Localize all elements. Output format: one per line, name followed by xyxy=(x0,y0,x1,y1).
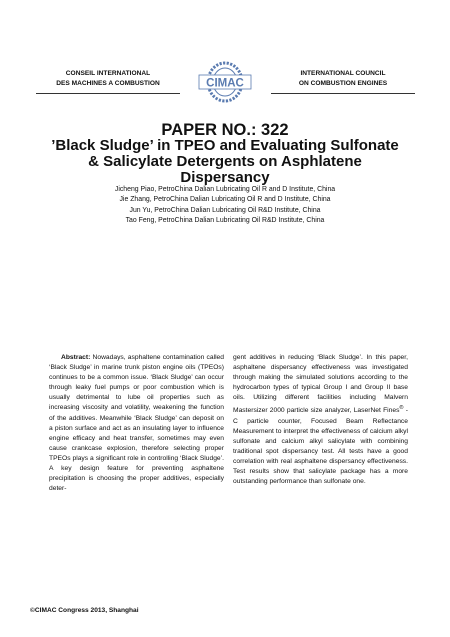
right-header-rule xyxy=(271,93,415,94)
title-line-3: Dispersancy xyxy=(180,169,270,186)
paper-title xyxy=(40,138,410,186)
title-line-1: ’Black Sludge’ in TPEO and Evaluating Sulfonate xyxy=(51,137,399,154)
left-header-rule xyxy=(36,93,180,94)
footer-copyright: ©CIMAC Congress 2013, Shanghai xyxy=(30,607,139,614)
abstract-text-part-2: gent additives in reducing ‘Black Sludge’. In this paper, asphaltene dispersancy effectiveness was investigated through making the simulated solutions according to the hydrocarbon types of typical Group I and Group II base oils. Utilizing different facilities including Malvern Mastersizer 2000 particle size analyzer, LaserNet Fines xyxy=(233,354,408,415)
right-org-line-1: INTERNATIONAL COUNCIL xyxy=(300,70,386,77)
logo-lettering: CIMAC xyxy=(206,77,244,90)
author-line: Tao Feng, PetroChina Dalian Lubricating Oil R&D Institute, China xyxy=(125,216,325,224)
abstract-column-left xyxy=(49,353,224,494)
abstract-text-part-1: Nowadays, asphaltene contamination called ‘Black Sludge’ in marine trunk piston engine oils (TPEOs) continues to be a common issue. ‘Black Sludge’ can occur through leaky fuel pumps or poor combustion which is usually detrimental to lube oil properties such as increasing viscosity and volatility, weakening the function of the additives. Meanwhile ‘Black Sludge’ can deposit on a piston surface and act as an insulating layer to influence engine efficacy and heat transfer, sometimes may even cause crankcase explosion, therefore selecting proper TPEOs plays a significant role in controlling ‘Black Sludge’. A key design feature for preventing asphaltene precipitation is choosing the proper additives, especially deter- xyxy=(49,354,224,493)
registered-mark: ® xyxy=(399,405,404,412)
left-org-line-2: DES MACHINES A COMBUSTION xyxy=(56,79,160,87)
author-list xyxy=(40,185,410,226)
author-line: Jicheng Piao, PetroChina Dalian Lubricating Oil R and D Institute, China xyxy=(114,186,336,193)
title-line-2: & Salicylate Detergents on Asphlatene xyxy=(88,153,362,170)
abstract-text-part-3: -C particle counter, Focused Beam Reflectance Measurement to interpret the effectiveness of calcium alkyl sulfonate and calcium alkyl salicylate with combining traditional spot dispersancy test. All tests have a good correlation with real asphaltene dispersancy effectiveness. Test results show that salicylate package has a more outstanding performance than sulfonate one. xyxy=(233,407,408,486)
paper-number: PAPER NO.: 322 xyxy=(161,121,289,139)
author-line: Jun Yu, PetroChina Dalian Lubricating Oil R&D Institute, China xyxy=(129,206,321,214)
author-line: Jie Zhang, PetroChina Dalian Lubricating Oil R and D Institute, China xyxy=(119,196,331,204)
right-org-line-2: ON COMBUSTION ENGINES xyxy=(298,79,388,87)
left-organization-name xyxy=(36,69,180,88)
left-org-line-1: CONSEIL INTERNATIONAL xyxy=(65,70,151,77)
abstract-column-right xyxy=(233,353,408,487)
right-organization-name xyxy=(271,69,415,88)
cimac-logo xyxy=(195,59,255,105)
abstract-label: Abstract: xyxy=(61,354,91,361)
